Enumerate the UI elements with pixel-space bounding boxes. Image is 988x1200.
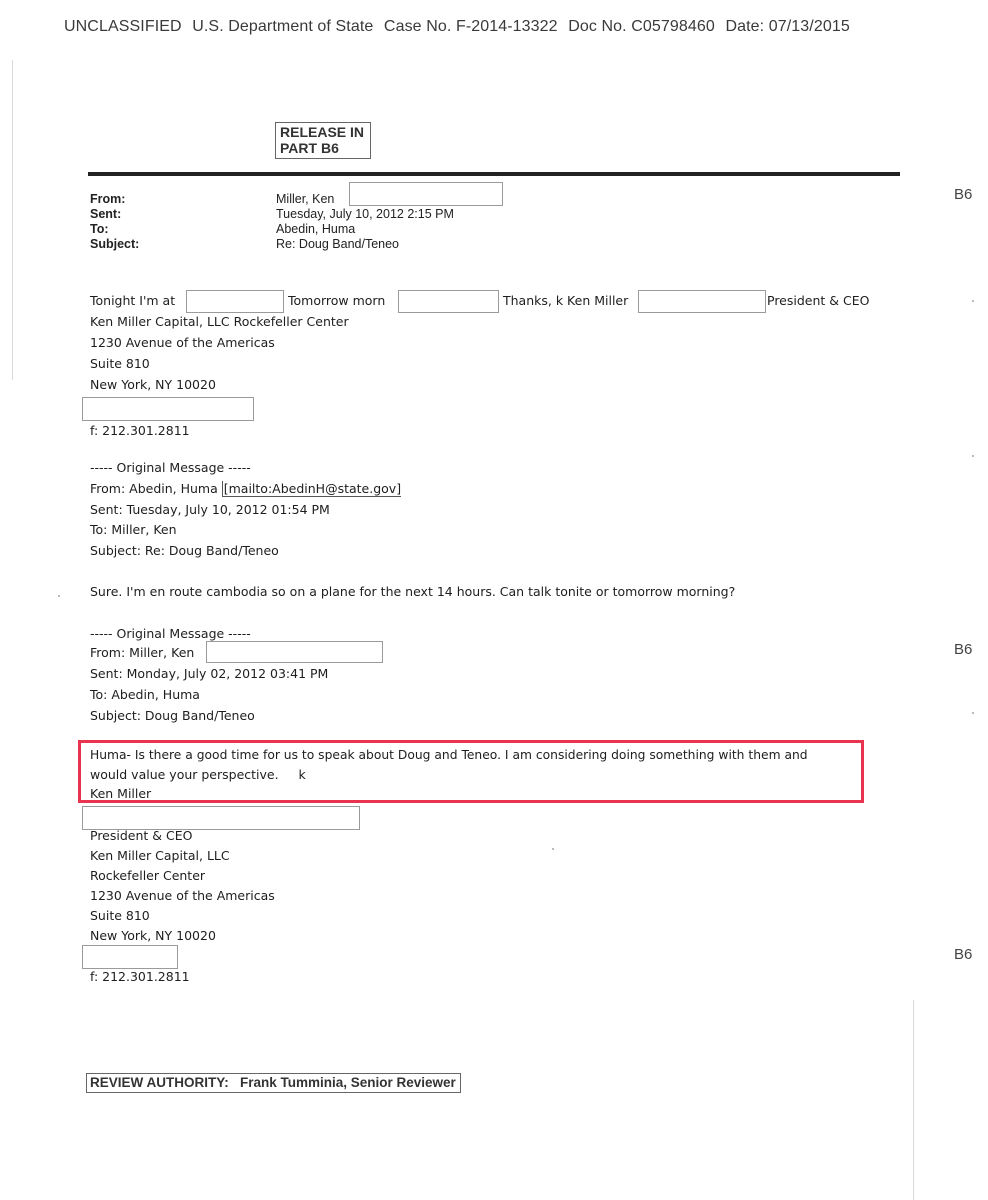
reply-tonight: Tonight I'm at (90, 293, 176, 308)
original-message-separator: ----- Original Message ----- (90, 460, 251, 475)
redaction-box (82, 397, 254, 421)
release-stamp-line2: PART B6 (280, 140, 339, 156)
reply-fax: f: 212.301.2811 (90, 423, 190, 438)
original1-from-text: From: Abedin, Huma (90, 481, 218, 496)
exemption-label-b6: B6 (954, 641, 973, 658)
release-stamp-line1: RELEASE IN (280, 124, 365, 140)
mailto-link[interactable]: [mailto:AbedinH@state.gov] (223, 481, 402, 496)
redaction-box (349, 182, 503, 206)
original2-body-line: Huma- Is there a good time for us to speak about Doug and Teneo. I am considering doing something with them and (90, 748, 808, 762)
original2-body-line: would value your perspective. k (90, 767, 306, 782)
page-header (64, 18, 850, 36)
sent-value: Tuesday, July 10, 2012 2:15 PM (276, 207, 454, 221)
exemption-label-b6: B6 (954, 186, 973, 203)
signature-line: Suite 810 (90, 908, 150, 923)
scan-edge-right (913, 1000, 914, 1200)
signature-line: Ken Miller Capital, LLC (90, 848, 230, 863)
scan-speck (972, 300, 974, 302)
original2-signature: Ken Miller (90, 786, 152, 801)
original1-from (90, 481, 401, 496)
doc-number: Doc No. C05798460 (568, 18, 715, 35)
reply-thanks: Thanks, k Ken Miller (503, 293, 629, 308)
original1-subject: Subject: Re: Doug Band/Teneo (90, 543, 279, 558)
original2-from: From: Miller, Ken (90, 645, 195, 660)
subject-label: Subject: (90, 237, 140, 251)
scan-edge-left (12, 60, 13, 380)
reply-tomorrow: Tomorrow morn (288, 293, 386, 308)
classification-label: UNCLASSIFIED (64, 18, 182, 35)
sent-label: Sent: (90, 207, 122, 221)
redaction-box (398, 290, 499, 313)
scan-speck (58, 595, 60, 597)
release-date: Date: 07/13/2015 (725, 18, 850, 35)
signature-fax: f: 212.301.2811 (90, 969, 190, 984)
redaction-box (82, 945, 178, 969)
redaction-box (638, 290, 766, 313)
original1-body: Sure. I'm en route cambodia so on a plane for the next 14 hours. Can talk tonite or tomorrow morning? (90, 584, 736, 599)
original2-sent: Sent: Monday, July 02, 2012 03:41 PM (90, 666, 329, 681)
redaction-box (186, 290, 284, 313)
signature-line: New York, NY 10020 (90, 928, 216, 943)
agency-label: U.S. Department of State (192, 18, 374, 35)
case-number: Case No. F-2014-13322 (383, 18, 558, 35)
scan-speck (552, 848, 554, 850)
review-authority: REVIEW AUTHORITY: Frank Tumminia, Senior Reviewer (86, 1073, 461, 1093)
to-value: Abedin, Huma (276, 222, 356, 236)
original2-to: To: Abedin, Huma (90, 687, 200, 702)
reply-title: President & CEO (767, 293, 870, 308)
original2-subject: Subject: Doug Band/Teneo (90, 708, 255, 723)
original1-sent: Sent: Tuesday, July 10, 2012 01:54 PM (90, 502, 330, 517)
signature-line: Rockefeller Center (90, 868, 206, 883)
reply-address-line: Suite 810 (90, 356, 150, 371)
original1-to: To: Miller, Ken (90, 522, 177, 537)
subject-value: Re: Doug Band/Teneo (276, 237, 400, 251)
to-label: To: (90, 222, 109, 236)
scan-speck (972, 455, 974, 457)
header-rule (88, 172, 900, 176)
original-message-separator: ----- Original Message ----- (90, 626, 251, 641)
signature-line: 1230 Avenue of the Americas (90, 888, 275, 903)
scan-speck (972, 712, 974, 714)
reply-address-line: Ken Miller Capital, LLC Rockefeller Center (90, 314, 349, 329)
reply-address-line: New York, NY 10020 (90, 377, 216, 392)
exemption-label-b6: B6 (954, 946, 973, 963)
redaction-box (206, 641, 383, 663)
reply-address-line: 1230 Avenue of the Americas (90, 335, 275, 350)
from-label: From: (90, 192, 126, 206)
redaction-box (82, 806, 360, 830)
signature-line: President & CEO (90, 828, 193, 843)
release-stamp (275, 122, 371, 159)
from-value: Miller, Ken (276, 192, 335, 206)
